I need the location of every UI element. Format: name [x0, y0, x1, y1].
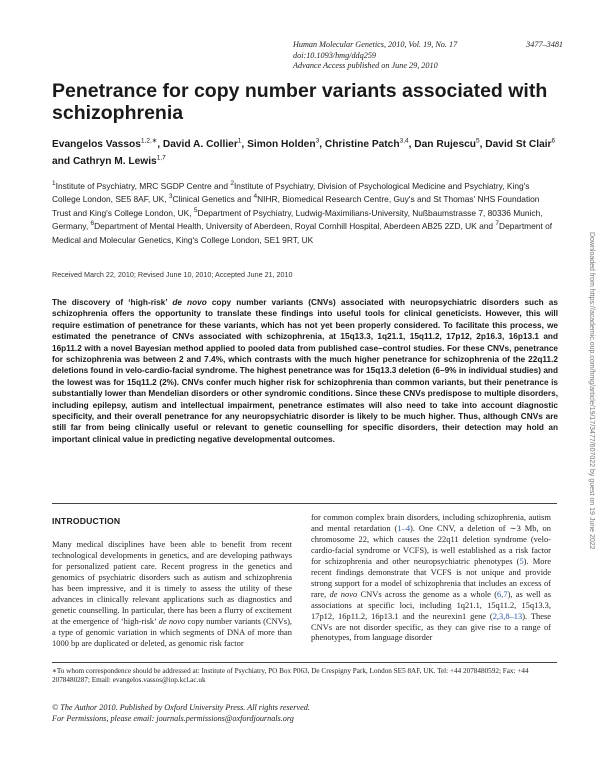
affil-sup: 6 [90, 220, 95, 228]
affiliations [52, 180, 557, 247]
affil-text: Institute of Psychiatry, MRC SGDP Centre and [55, 181, 231, 191]
author-sup: 1,2,∗ [140, 137, 158, 145]
intro-text: copy number variants (CNVs), a type of genomic variation in which segments of DNA of more than 1000 bp are duplicated or deleted, as genomic risk factor [52, 615, 292, 648]
affil-sup: 1 [52, 180, 56, 188]
page-range: 3477–3481 [526, 40, 563, 49]
correspondence-footnote: ∗To whom correspondence should be addressed at: Institute of Psychiatry, PO Box P063, De Crespigny Park, London SE5 8AF, UK. Tel: +44 2078480592; Fax: +44 2078480287; Email: evangelos.vassos@iop.kcl.ac.uk [52, 667, 529, 685]
received-dates: Received March 22, 2010; Revised June 10, 2010; Accepted June 21, 2010 [52, 270, 293, 279]
intro-italic: de novo [329, 588, 358, 599]
citation-link[interactable]: 6,7 [497, 588, 508, 599]
affil-sup: 2 [230, 180, 234, 188]
intro-left-column [52, 539, 292, 649]
article-title: Penetrance for copy number variants associated with schizophrenia [52, 80, 548, 124]
affil-text: Department of Medical and Molecular Genetics, King's College London, SE1 9RT, UK [52, 221, 553, 245]
author-sup: 3,4 [399, 137, 409, 145]
abstract [52, 297, 558, 445]
citation-link[interactable]: 1–4 [397, 522, 411, 533]
author-lewis: and Cathryn M. Lewis [52, 155, 157, 167]
affil-sup: 7 [495, 220, 500, 228]
affil-sup: 3 [168, 193, 173, 201]
abstract-text: copy number variants (CNVs) associated with neuropsychiatric disorders such as schizophrenia offers the opportunity to translate these findings into useful tools for clinical geneticists. However, this will require estimation of penetrance for these variants, which has not yet been properly considered. To facilitate this process, we estimated the penetrance of CNVs associated with schizophrenia, at 15q13.3, 1q21.1, 15q11.2, 17p12, 2p16.3, 16p13.1 and 16p11.2 with a novel Bayesian method applied to pooled data from published case–control studies. For these CNVs, penetrance for schizophrenia was between 2 and 7.4%, which contrasts with the much higher penetrance for schizophrenia of the 22q11.2 deletions found in velo-cardio-facial syndrome. The highest penetrance was for 15q13.3 deletion (6–9% in individual studies) and the lowest was for 15q11.2 (2%). CNVs confer much higher risk for schizophrenia than common variants, but their penetrance is substantially lower than Mendelian disorders or other syndromic conditions. Since these CNVs predispose to multiple disorders, including epilepsy, autism and intellectual impairment, penetrance estimates will also need to take into account diagnostic specificity, and their overall penetrance for any neuropsychiatric disorder is likely to be much higher. Thus, although CNVs are still far from being clinically useful or relevant to genetic counselling for specific disorders, their detection may hold an important clinical value in predicting negative developmental outcomes. [52, 298, 558, 444]
author-holden: , Simon Holden [241, 139, 316, 150]
author-sup: 5 [476, 137, 480, 145]
intro-italic: de novo [158, 615, 186, 626]
download-stamp-text: Downloaded from https://academic.oup.com/hmg/article/19/17/3477/607022 by guest on 19 June 2022 [588, 232, 595, 550]
author-rujescu: , Dan Rujescu [408, 139, 476, 150]
affil-text: Institute of Psychiatry, Division of Psychological Medicine and Psychiatry, King's College London, SE5 8AF, UK, [52, 181, 530, 205]
introduction-heading: INTRODUCTION [52, 516, 121, 526]
affil-sup: 5 [193, 207, 198, 215]
affil-text: Clinical Genetics and [172, 194, 254, 205]
intro-text: ). One CNV, a deletion of ∼3 Mb, on chromosome 22, which causes the 22q11 deletion syndrome (velo-cardio-facial syndrome or VCFS), is well established as a risk factor for schizophrenia and other neuropsychiatric phenotypes ( [311, 522, 551, 566]
affil-text: Department of Psychiatry, Ludwig-Maximilians-University, Nußbaumstrasse 7, 80336 Munich, Germany, [52, 207, 543, 232]
intro-text: CNVs across the genome as a whole ( [357, 588, 498, 599]
author-collier: , David A. Collier [157, 139, 238, 150]
author-vassos: Evangelos Vassos [52, 139, 141, 150]
author-patch: , Christine Patch [319, 139, 400, 150]
doi: doi:10.1093/hmg/ddq259 [293, 50, 377, 60]
author-stclair: , David St Clair [479, 139, 552, 150]
download-stamp [585, 232, 596, 702]
affil-text: NIHR, Biomedical Research Centre, Guy's and St Thomas' NHS Foundation Trust and King's College London, UK, [52, 194, 540, 218]
journal-header [293, 40, 563, 72]
author-sup: 6 [551, 137, 556, 145]
citation-link[interactable]: 2,3,8–13 [492, 610, 523, 621]
intro-text: for common complex brain disorders, including schizophrenia, autism and mental retardation ( [311, 512, 551, 533]
author-list [52, 137, 562, 170]
intro-text: ), as well as associations at specific loci, including 1q21.1, 15q11.2, 15q13.3, 17p12, 16p11.2, 16p13.1 and the neurexin1 gene ( [311, 588, 551, 621]
author-sup: 1,7 [156, 154, 166, 162]
journal-citation: Human Molecular Genetics, 2010, Vol. 19, No. 17 [293, 40, 458, 49]
section-divider [52, 503, 557, 504]
permissions-line: For Permissions, please email: journals.permissions@oxfordjournals.org [52, 714, 294, 723]
author-sup: 3 [315, 137, 320, 145]
intro-text: Many medical disciplines have been able to benefit from recent technological developments in genetics, and are developing pathways for personalized patient care. Recent progress in the genetics and genomics of psychiatric disorders such as autism and schizophrenia has been impressive, and it is timely to assess the utility of these advances in clinically relevant applications such as diagnostics and genetic counselling. In particular, there has been a flurry of excitement at the emergence of ‘high-risk’ [52, 539, 292, 626]
copyright-line: © The Author 2010. Published by Oxford University Press. All rights reserved. [52, 703, 310, 712]
abstract-italic: de novo [172, 298, 207, 307]
footnote-divider [52, 662, 557, 663]
affil-sup: 4 [253, 193, 258, 201]
copyright-block [52, 702, 557, 724]
citation-link[interactable]: 5 [519, 555, 524, 566]
affil-text: Department of Mental Health, University of Aberdeen, Royal Cornhill Hospital, Aberdeen AB25 2ZD, UK and [94, 221, 496, 232]
author-sup: 1 [237, 137, 242, 145]
intro-right-column [311, 512, 551, 643]
intro-text: ). These CNVs are not disorder specific, as they can give rise to a range of phenotypes, from language disorder [311, 610, 551, 643]
intro-text: ). More recent findings demonstrate that VCFS is not unique and provide strong support for a model of schizophrenia that includes an excess of rare, [311, 555, 551, 599]
advance-access: Advance Access published on June 29, 2010 [293, 61, 438, 70]
abstract-text: The discovery of ‘high-risk’ [52, 298, 173, 307]
